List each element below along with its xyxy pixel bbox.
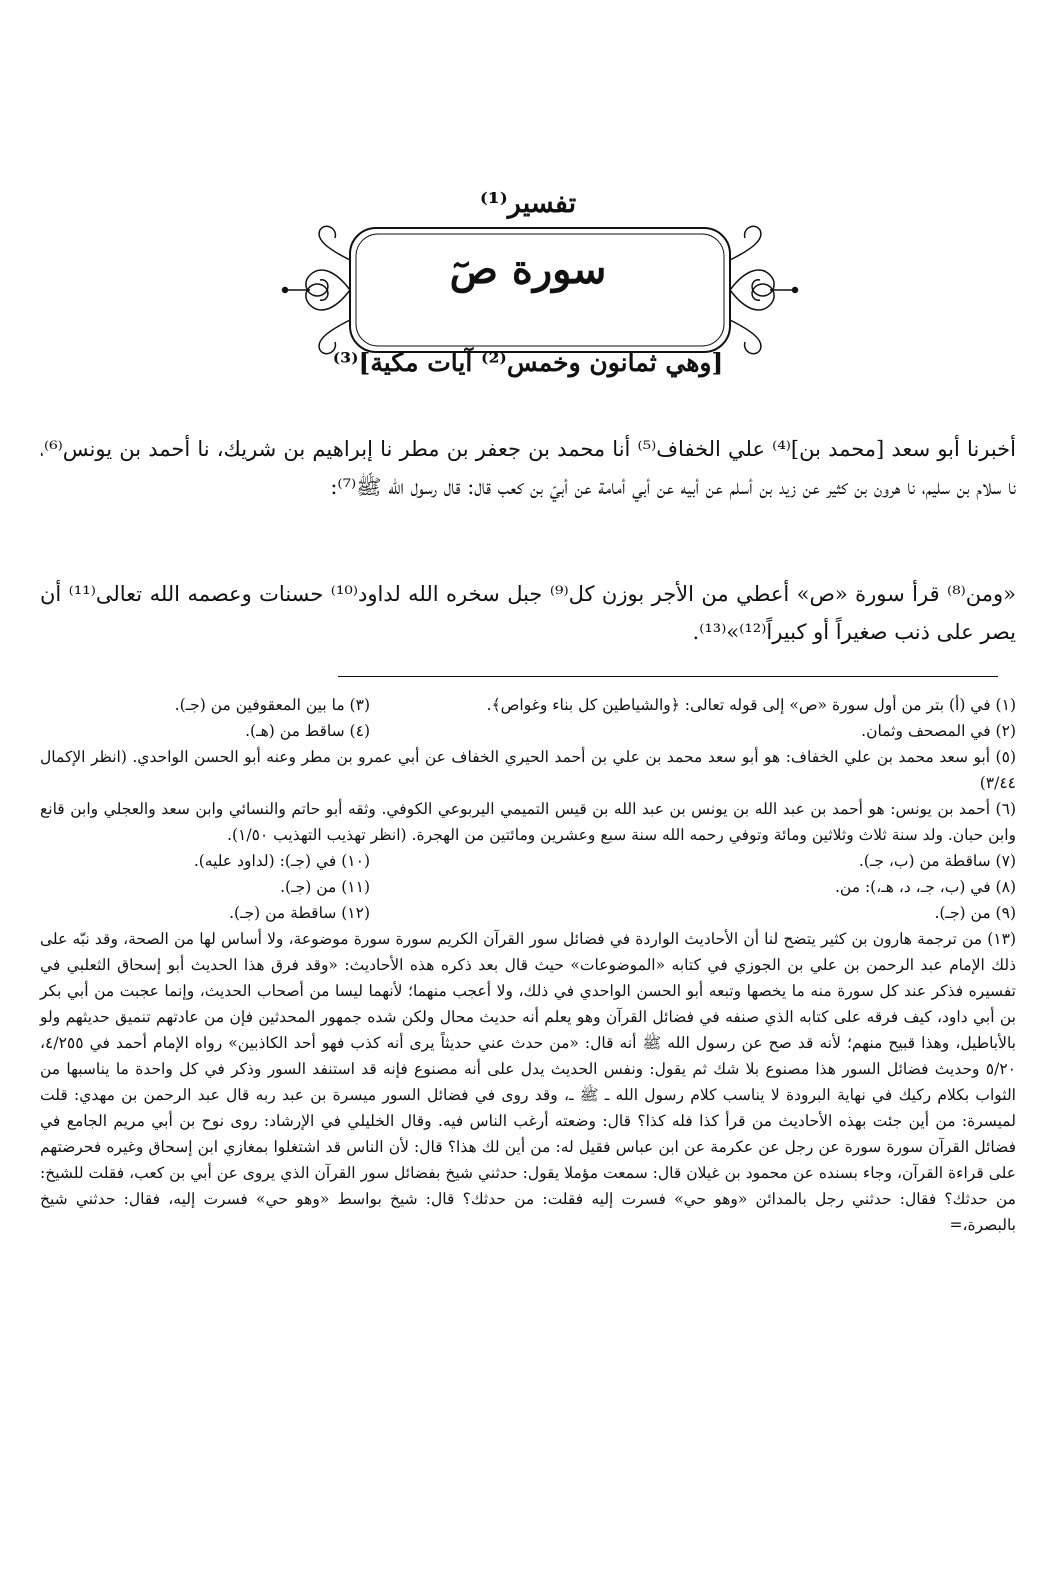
footnote-10: (١٠) في (جـ): (لداود عليه). <box>193 852 370 870</box>
footnotes <box>40 692 1016 1238</box>
verse-count: [وهي ثمانون وخمس⁽²⁾ آيات مكية]⁽³⁾ <box>332 348 724 377</box>
footnote-1: (١) في (أ) بتر من أول سورة «ص» إلى قوله تعالى: ﴿والشياطين كل بناء وغواص﴾. <box>486 696 1016 714</box>
footnote-divider <box>338 676 998 677</box>
footnote-8: (٨) في (ب، جـ، د، هـ،): من. <box>834 878 1016 896</box>
footnote-4: (٤) ساقط من (هـ). <box>245 722 370 740</box>
footnote-5: (٥) أبو سعد محمد بن علي الخفاف: هو أبو سعد محمد بن علي بن أحمد الحيري الخفاف عن أبي عمرو بن مطر وعنه أبو الحسن الواحدي. (انظر الإكمال ٣/٤٤) <box>40 748 1016 792</box>
footnote-11: (١١) من (جـ). <box>280 878 370 896</box>
page <box>40 0 1016 1583</box>
hadith-paragraph: «ومن⁽⁸⁾ قرأ سورة «ص» أعطي من الأجر بوزن كل⁽⁹⁾ جبل سخره الله لداود⁽¹⁰⁾ حسنات وعصمه الله تعالى⁽¹¹⁾ أن يصر على ذنب صغيراً أو كبيراً⁽¹²⁾»⁽¹³⁾. <box>40 582 1017 644</box>
footnote-row <box>40 874 1016 900</box>
tafsir-heading: تفسير⁽¹⁾ <box>479 188 577 219</box>
surah-title: سورة صٓ <box>449 246 607 293</box>
footnote-2: (٢) في المصحف وثمان. <box>861 722 1016 740</box>
footnote-13: (١٣) من ترجمة هارون بن كثير يتضح لنا أن الأحاديث الواردة في فضائل سور القرآن الكريم سورة سورة موضوعة، ولا أساس لها من الصحة، وقد نبّه على ذلك الإمام عبد الرحمن بن علي بن الجوزي في كتابه «الموضوعات» حيث قال بعد ذكره هذه الأحاديث: «وقد فرق هذا الحديث أبو إسحاق الثعلبي في تفسيره فذكر عند كل سورة منه ما يخصها وتبعه أبو الحسن الواحدي في ذلك، ولا أعجب منهما؛ لأنهما ليسا من أصحاب الحديث، وإنما عجبت من أبي بكر بن أبي داود، كيف فرقه على كتابه الذي صنفه في فضائل القرآن وهو يعلم أنه حديث محال ولكن شده جمهور المحدثين فإن من عادتهم تنميق حديثهم ولو بالأباطيل، وهذا قبيح منهم؛ لأنه قد صح عن رسول الله ﷺ أنه قال: «من حدث عني حديثاً يرى أنه كذب فهو أحد الكاذبين» رواه الإمام أحمد في ٤/٢٥٥، ٥/٢٠ وحديث فضائل السور هذا مصنوع بلا شك ثم يقول: ونفس الحديث يدل على أنه مصنوع فإنه قد استنفد السور وذكر في كل واحدة ما يناسبها من الثواب بكلام ركيك في نهاية البرودة لا يناسب كلام رسول الله ـ ﷺ ـ، وقد روى في فضائل السور ميسرة بن عبد ربه قال عبد الرحمن بن مهدي: قلت لميسرة: من أين جئت بهذه الأحاديث من قرأ كذا فله كذا؟ قال: وضعته أرغب الناس فيه. وقال الخليلي في الإرشاد: روى نوح بن أبي مريم الجامع في فضائل القرآن سورة سورة عن رجل عن عكرمة عن ابن عباس فقيل له: من أين لك هذا؟ قال: لأن الناس قد اشتغلوا بمغازي ابن إسحاق وغيره فحرضتهم على قراءة القرآن، وجاء بسنده عن محمود بن غيلان قال: سمعت مؤملا يقول: حدثني شيخ بفضائل سور القرآن الذي يروى عن أبي بن كعب، فقلت للشيخ: من حدثك؟ فقال: حدثني رجل بالمدائن «وهو حي» فسرت إليه فقلت: من حدثك؟ قال: شيخ بواسط «وهو حي» فسرت إليه، فقال: حدثني شيخ بالبصرة،= <box>40 930 1016 1234</box>
footnote-row <box>40 848 1016 874</box>
footnote-9: (٩) من (جـ). <box>934 904 1016 922</box>
footnote-row <box>40 718 1016 744</box>
isnad-paragraph: أخبرنا أبو سعد [محمد بن]⁽⁴⁾ علي الخفاف⁽⁵⁾ أنا محمد بن جعفر بن مطر نا إبراهيم بن شريك، نا أحمد بن يونس⁽⁶⁾، نا سلام بن سليم، نا هرون بن كثير عن زيد بن أسلم عن أبيه عن أبي أمامة عن أبيّ بن كعب قال: قال رسول الله ﷺ⁽⁷⁾: <box>40 437 1016 499</box>
footnote-7: (٧) ساقطة من (ب، جـ). <box>858 852 1016 870</box>
footnote-6: (٦) أحمد بن يونس: هو أحمد بن عبد الله بن يونس بن عبد الله بن قيس التميمي اليربوعي الكوفي. وثقه أبو حاتم والنسائي وابن سعد والعجلي وابن قانع وابن حبان. ولد سنة ثلاث وثلاثين ومائة وتوفي رحمه الله سنة سبع وعشرين ومائتين من الهجرة. (انظر تهذيب التهذيب ١/٥٠). <box>40 800 1016 844</box>
footnote-row <box>40 900 1016 926</box>
footnote-3: (٣) ما بين المعقوفين من (جـ). <box>174 696 370 714</box>
footnote-12: (١٢) ساقطة من (جـ). <box>229 904 370 922</box>
footnote-row <box>40 692 1016 718</box>
